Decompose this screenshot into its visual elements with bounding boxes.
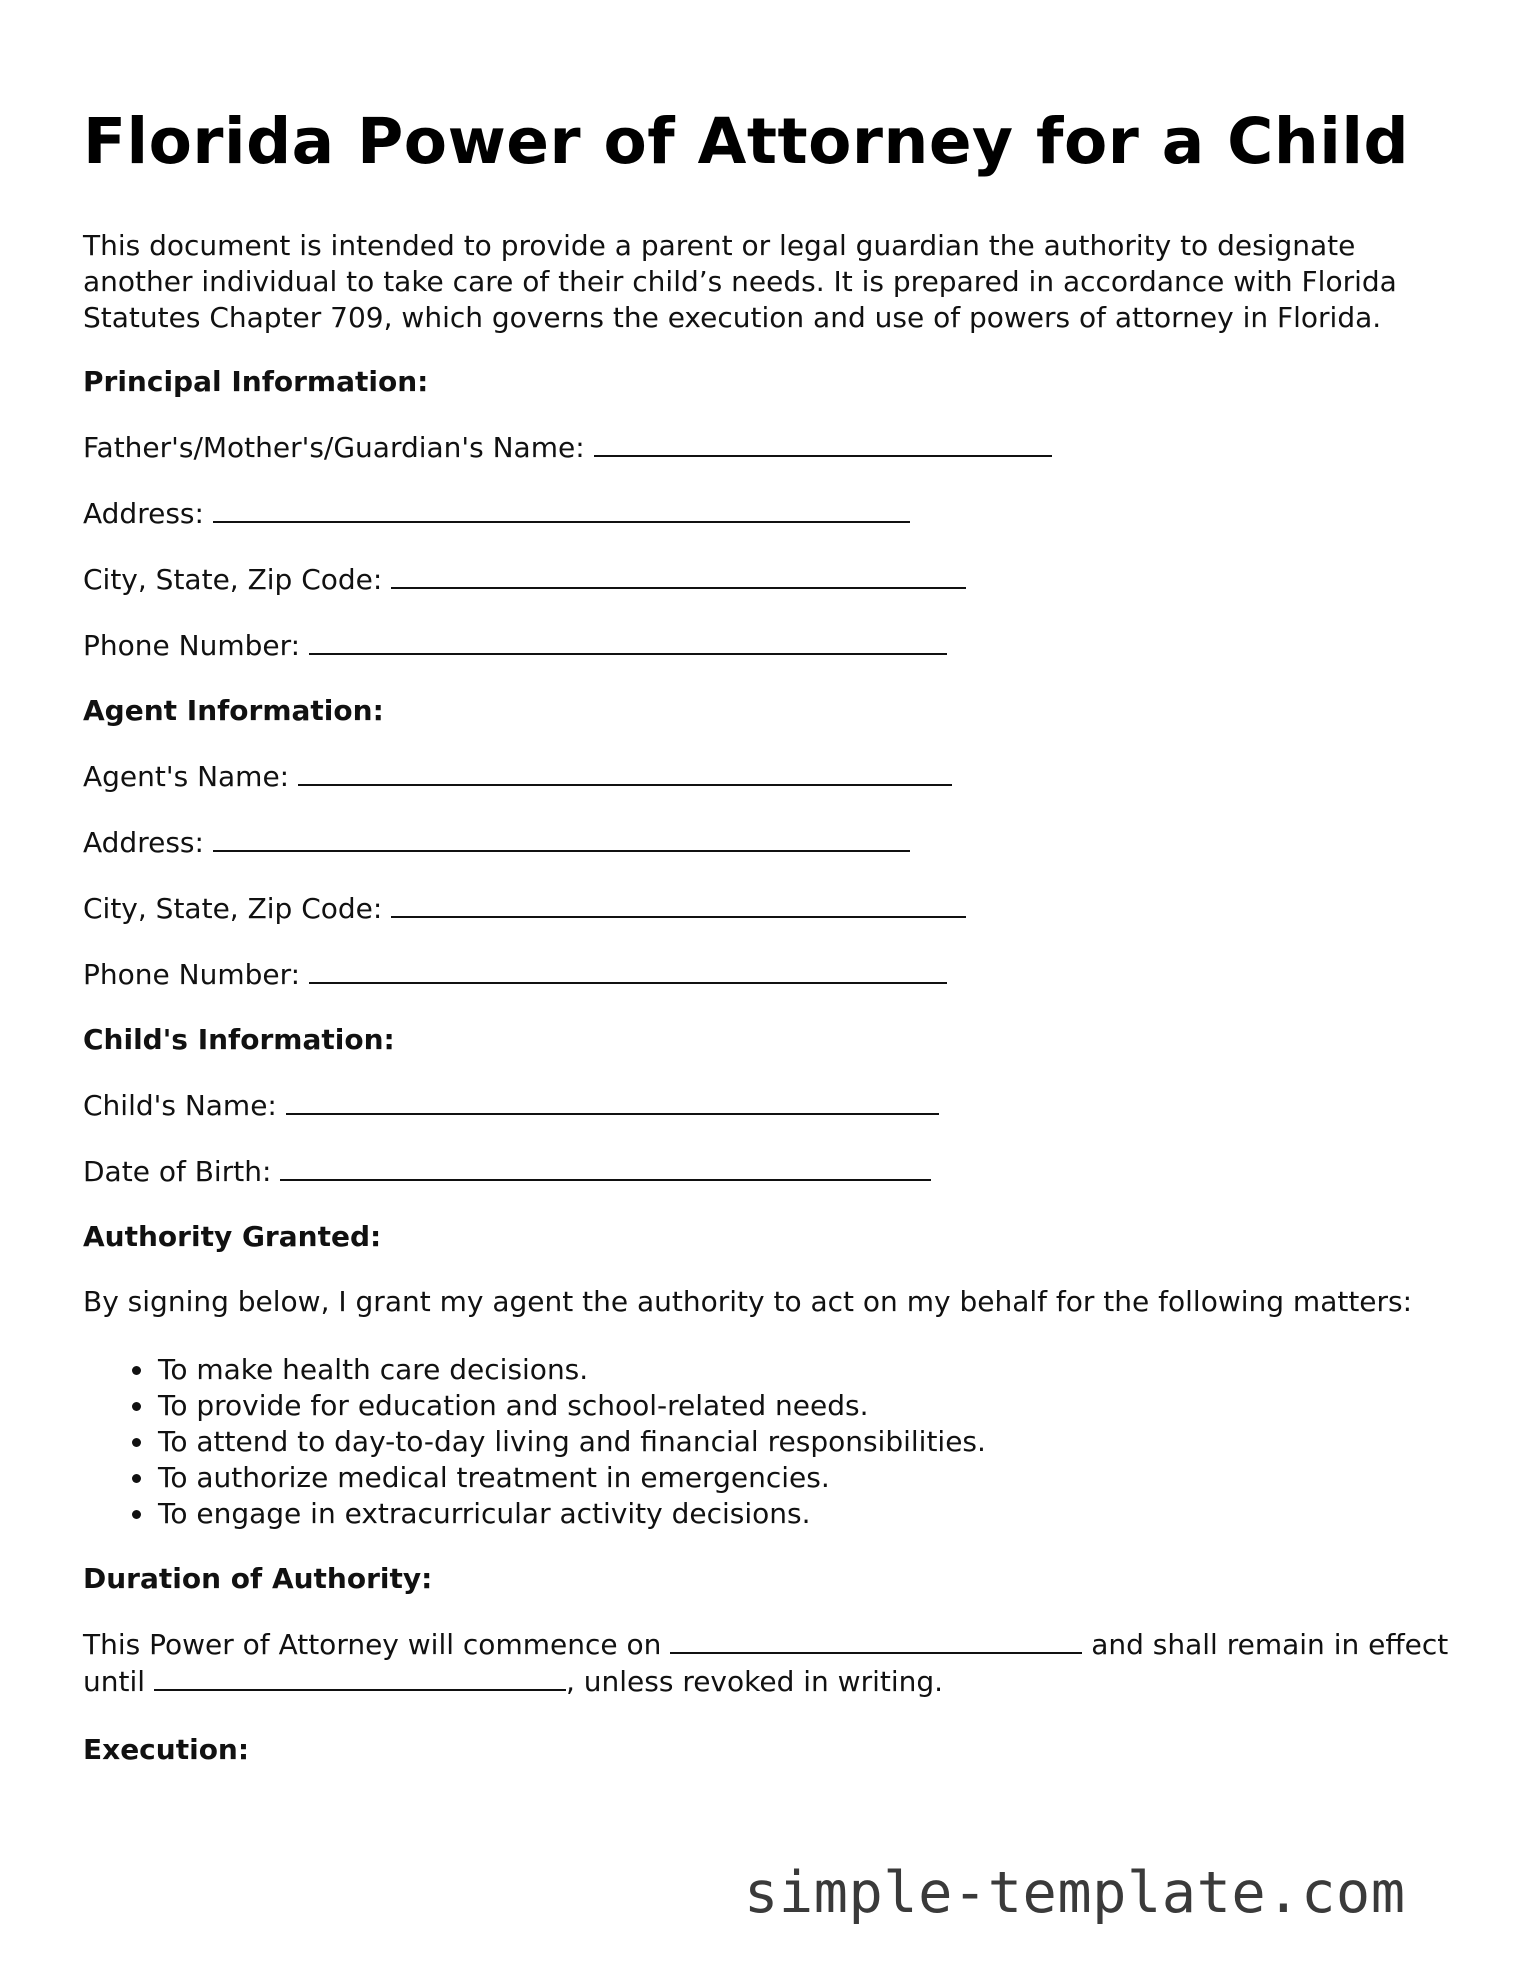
agent-phone-blank[interactable] (309, 956, 947, 984)
child-name-blank[interactable] (286, 1087, 939, 1115)
list-item: • To engage in extracurricular activity decisions. (156, 1496, 1463, 1532)
list-item: • To attend to day-to-day living and financial responsibilities. (156, 1424, 1463, 1460)
principal-phone-blank[interactable] (309, 627, 947, 655)
authority-paragraph: By signing below, I grant my agent the authority to act on my behalf for the following matters: (83, 1285, 1413, 1318)
agent-name-label: Agent's Name: (83, 760, 290, 793)
agent-phone-field (83, 956, 1463, 993)
duration-text-middle: and shall remain in effect until (83, 1628, 1449, 1698)
principal-name-blank[interactable] (594, 429, 1052, 457)
duration-paragraph (83, 1626, 1463, 1700)
list-item: • To make health care decisions. (156, 1352, 1463, 1388)
child-heading: Child's Information: (83, 1023, 395, 1056)
agent-address-blank[interactable] (213, 824, 910, 852)
agent-city-blank[interactable] (391, 890, 966, 918)
document-page (83, 104, 1463, 1797)
child-name-field (83, 1087, 1463, 1124)
authority-heading: Authority Granted: (83, 1220, 382, 1253)
principal-name-field (83, 429, 1463, 466)
principal-phone-label: Phone Number: (83, 629, 301, 662)
duration-text-end: , unless revoked in writing. (565, 1665, 944, 1698)
authority-list (83, 1352, 1463, 1532)
commence-date-blank[interactable] (670, 1626, 1082, 1654)
principal-address-label: Address: (83, 497, 204, 530)
principal-heading: Principal Information: (83, 365, 429, 398)
list-item: • To provide for education and school-related needs. (156, 1388, 1463, 1424)
agent-city-field (83, 890, 1463, 927)
list-item: • To authorize medical treatment in emergencies. (156, 1460, 1463, 1496)
watermark: simple-template.com (744, 1860, 1406, 1926)
child-dob-field (83, 1153, 1463, 1190)
principal-address-field (83, 495, 1463, 532)
duration-text-start: This Power of Attorney will commence on (83, 1628, 662, 1661)
principal-city-blank[interactable] (391, 561, 966, 589)
agent-address-label: Address: (83, 826, 204, 859)
agent-city-label: City, State, Zip Code: (83, 892, 383, 925)
child-name-label: Child's Name: (83, 1089, 277, 1122)
principal-city-field (83, 561, 1463, 598)
principal-phone-field (83, 627, 1463, 664)
agent-heading: Agent Information: (83, 694, 384, 727)
document-title: Florida Power of Attorney for a Child (83, 105, 1410, 178)
principal-city-label: City, State, Zip Code: (83, 563, 383, 596)
agent-name-blank[interactable] (298, 758, 952, 786)
child-dob-blank[interactable] (280, 1153, 931, 1181)
principal-name-label: Father's/Mother's/Guardian's Name: (83, 431, 585, 464)
intro-paragraph: This document is intended to provide a parent or legal guardian the authority to designate another individual to take care of their child’s needs. It is prepared in accordance with Florida Statutes Chapter 709, which governs the execution and use of powers of attorney in Florida. (83, 229, 1397, 334)
principal-address-blank[interactable] (213, 495, 910, 523)
agent-address-field (83, 824, 1463, 861)
child-dob-label: Date of Birth: (83, 1155, 272, 1188)
duration-heading: Duration of Authority: (83, 1562, 433, 1595)
end-date-blank[interactable] (154, 1663, 566, 1691)
agent-name-field (83, 758, 1463, 795)
agent-phone-label: Phone Number: (83, 958, 301, 991)
execution-heading: Execution: (83, 1733, 250, 1766)
